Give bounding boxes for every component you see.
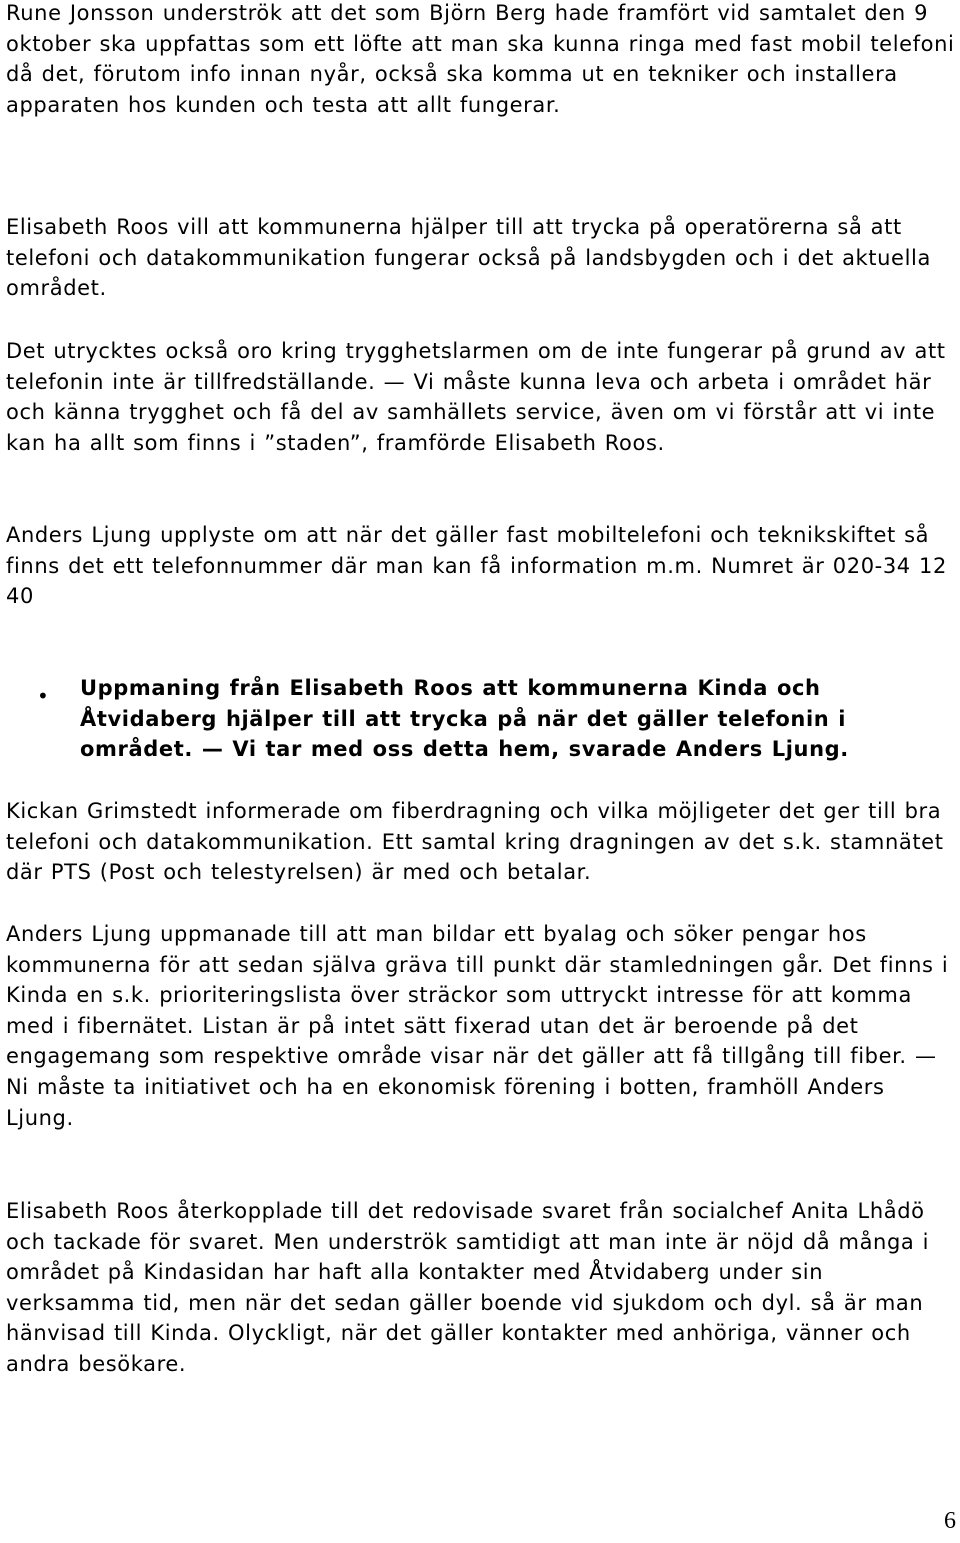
paragraph-anders-ljung-byalag: Anders Ljung uppmanade till att man bildar ett byalag och söker pengar hos kommunerna för att sedan själva gräva till punkt där stamledningen går. Det finns i Kinda en s.k. prioriteringslista över sträckor som uttryckt intresse för att komma med i fibernätet. Listan är på intet sätt fixerad utan det är beroende på det engagemang som respektive område visar när det gäller att få tillgång till fiber. — Ni måste ta initiativet och ha en ekonomisk förening i botten, framhöll Anders Ljung. <box>6 922 949 1130</box>
paragraph-elisabeth-roos-social: Elisabeth Roos återkopplade till det redovisade svaret från socialchef Anita Lhådö och tackade för svaret. Men underströk samtidigt att man inte är nöjd då många i området på Kindasidan har haft alla kontakter med Åtvidaberg under sin verksamma tid, men när det sedan gäller boende vid sjukdom och dyl. så är man hänvisad till Kinda. Olyckligt, när det gäller kontakter med anhöriga, vänner och andra besökare. <box>6 1199 930 1376</box>
paragraph-anders-ljung-number: Anders Ljung upplyste om att när det gäller fast mobiltelefoni och teknikskiftet så finns det ett telefonnummer där man kan få information m.m. Numret är 020-34 12 40 <box>6 523 947 609</box>
paragraph-elisabeth-roos-operators: Elisabeth Roos vill att kommunerna hjälper till att trycka på operatörerna så att telefoni och datakommunikation fungerar också på landsbygden och i det aktuella området. <box>6 215 931 301</box>
paragraph-trygghetslarm: Det utrycktes också oro kring trygghetslarmen om de inte fungerar på grund av att telefonin inte är tillfredställande. — Vi måste kunna leva och arbeta i området här och känna trygghet och få del av samhällets service, även om vi förstår att vi inte kan ha allt som finns i ”staden”, framförde Elisabeth Roos. <box>6 339 946 455</box>
paragraph-rune-jonsson: Rune Jonsson underströk att det som Björn Berg hade framfört vid samtalet den 9 oktober ska uppfattas som ett löfte att man ska kunna ringa med fast mobil telefoni då det, förutom info innan nyår, också ska komma ut en tekniker och installera apparaten hos kunden och testa att allt fungerar. <box>6 1 955 117</box>
paragraph-kickan-grimstedt: Kickan Grimstedt informerade om fiberdragning och vilka möjligeter det ger till bra telefoni och datakommunikation. Ett samtal kring dragningen av det s.k. stamnätet där PTS (Post och telestyrelsen) är med och betalar. <box>6 799 944 885</box>
bullet-text: Uppmaning från Elisabeth Roos att kommunerna Kinda och Åtvidaberg hjälper till att trycka på när det gäller telefonin i området. — Vi tar med oss detta hem, svarade Anders Ljung. <box>80 676 849 762</box>
bullet-symbol: • <box>37 684 49 708</box>
page-number: 6 <box>944 1508 956 1534</box>
